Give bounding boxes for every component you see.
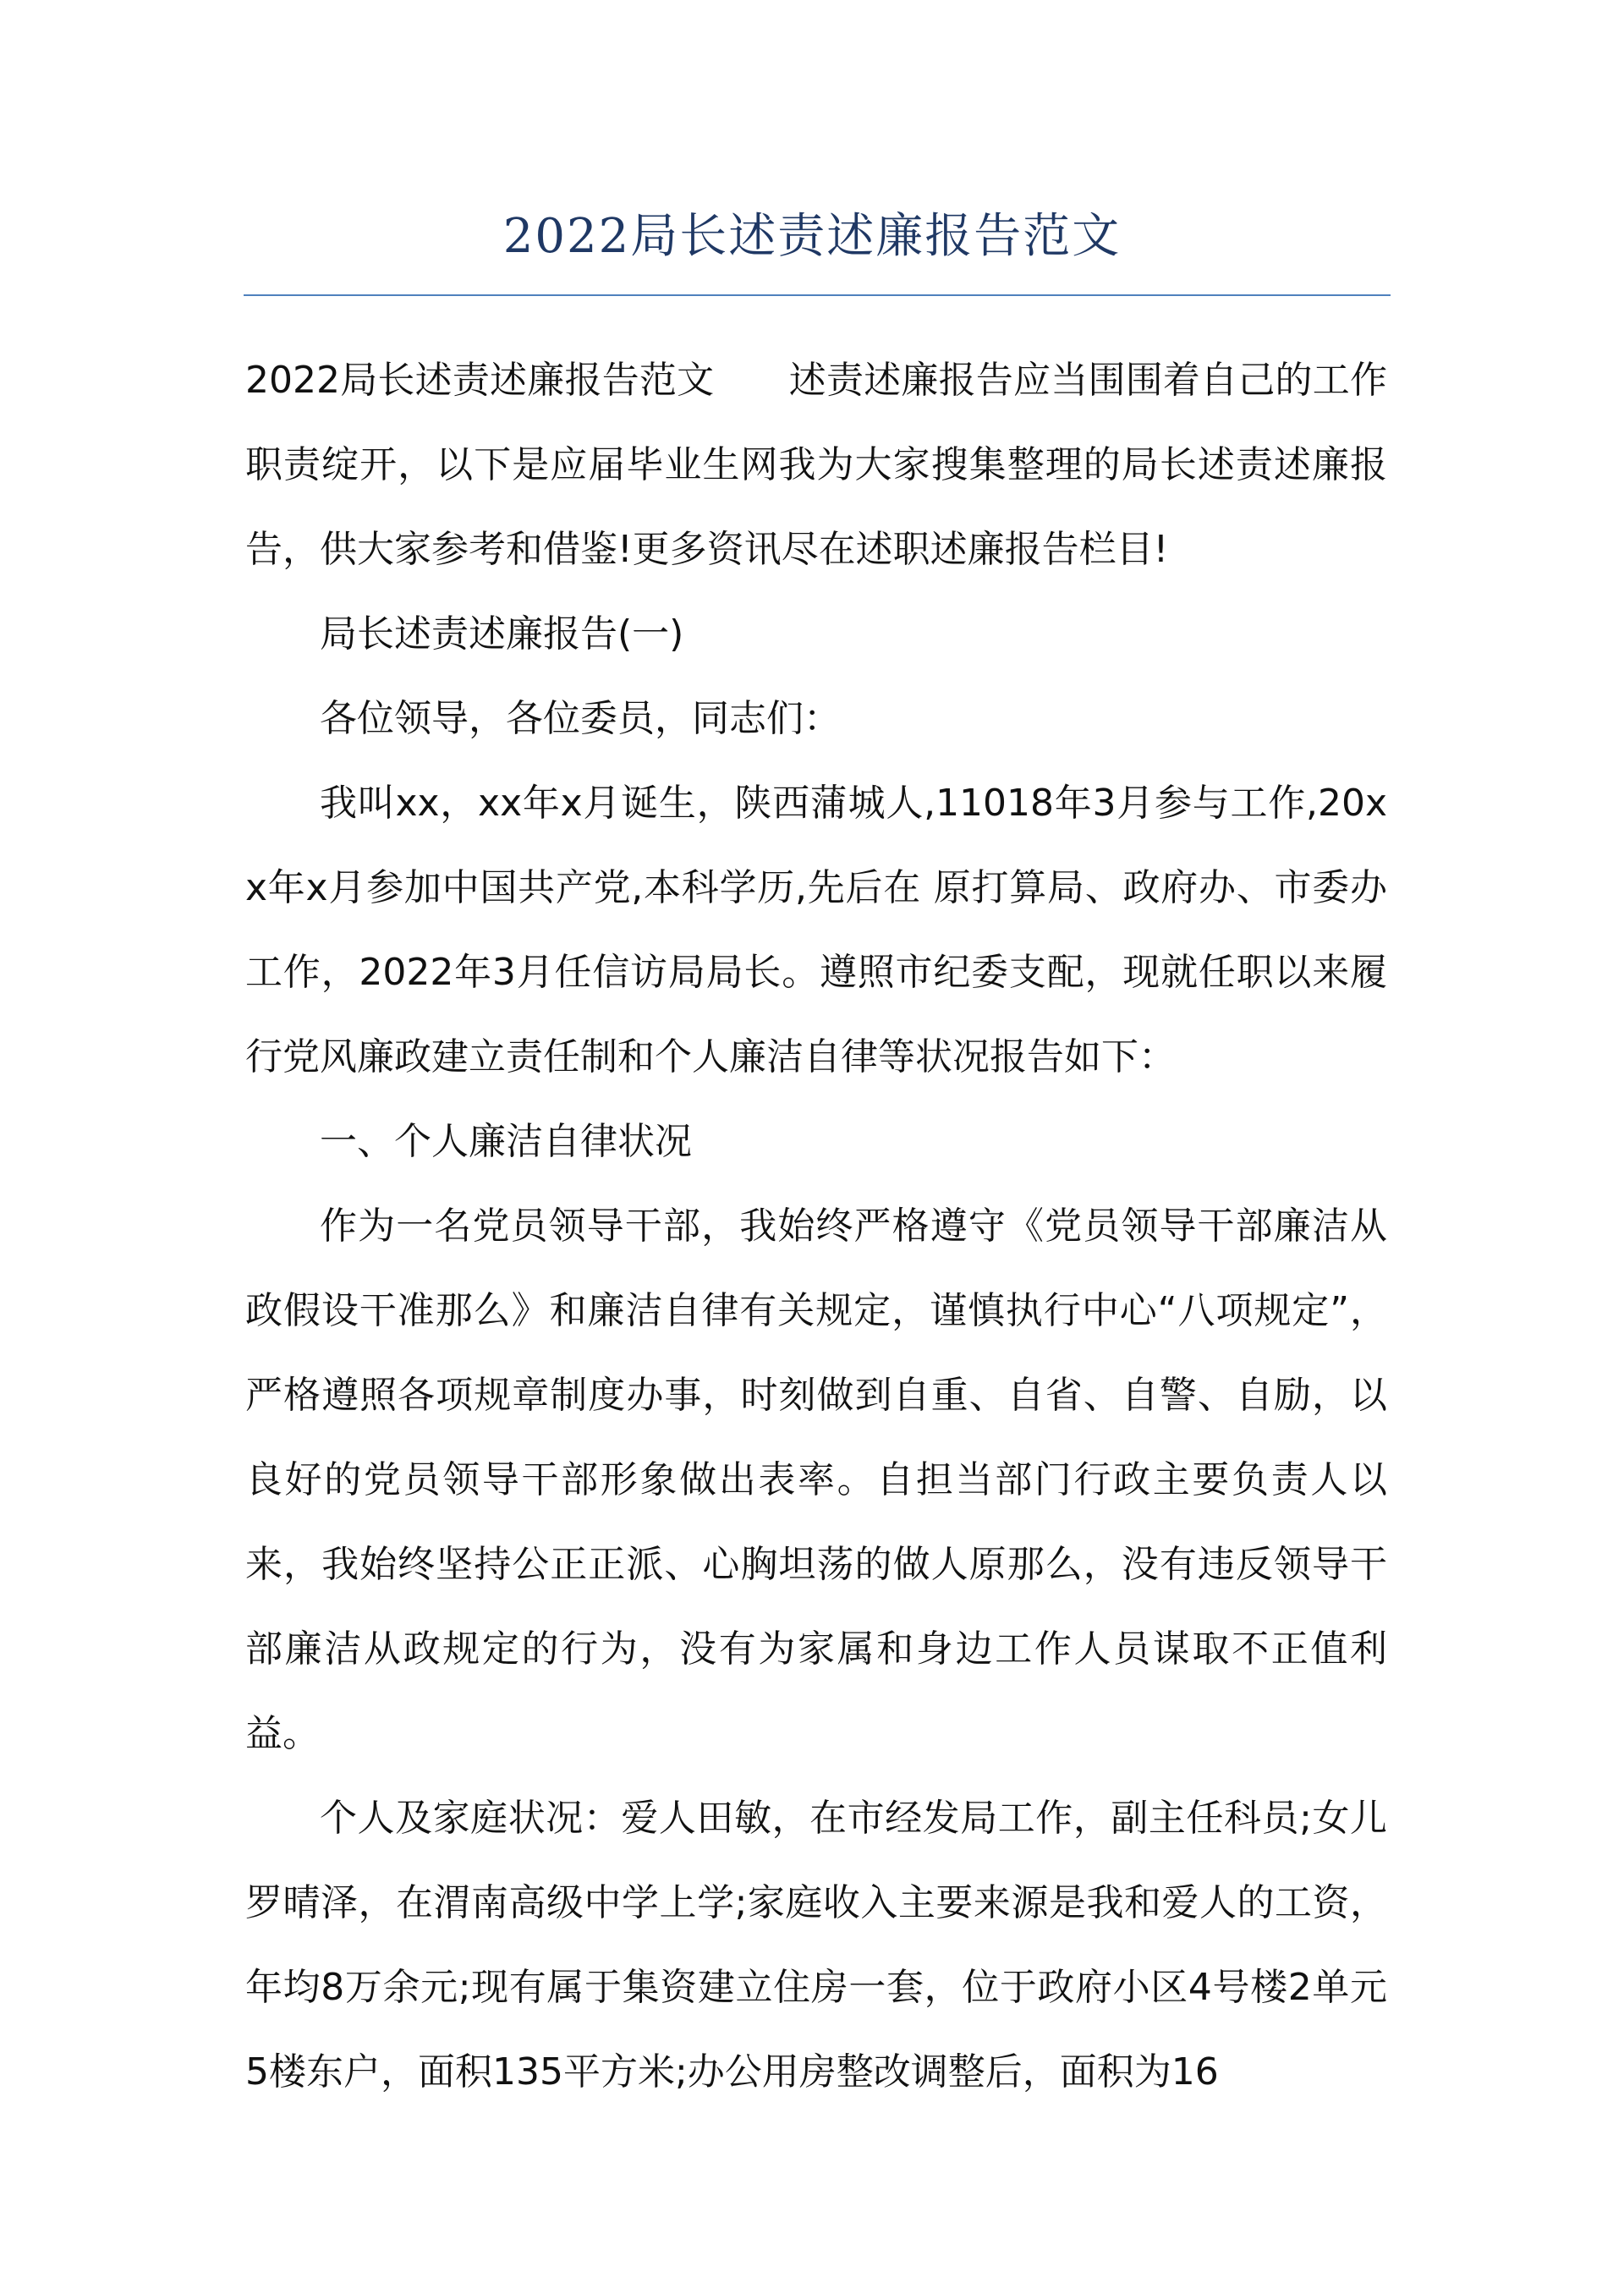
document-body	[245, 338, 1387, 2115]
document-title: 2022局长述责述廉报告范文	[502, 209, 1122, 264]
paragraph: 个人及家庭状况：爱人田敏，在市经发局工作，副主任科员;女儿罗晴泽，在渭南高级中学上学;家庭收入主要来源是我和爱人的工资，年均8万余元;现有属于集资建立住房一套，位于政府小区4号楼2单元5楼东户，面积135平方米;办公用房整改调整后，面积为16	[245, 1797, 1387, 2094]
paragraph: 作为一名党员领导干部，我始终严格遵守《党员领导干部廉洁从政假设干准那么》和廉洁自律有关规定，谨慎执行中心“八项规定”，严格遵照各项规章制度办事，时刻做到自重、自省、自警、自励，以良好的党员领导干部形象做出表率。自担当部门行政主要负责人以来，我始终坚持公正正派、心胸坦荡的做人原那么，没有违反领导干部廉洁从政规定的行为，没有为家属和身边工作人员谋取不正值利益。	[245, 1205, 1387, 1755]
paragraph: 2022局长述责述廉报告范文 述责述廉报告应当围围着自己的工作职责绽开，以下是应届毕业生网我为大家搜集整理的局长述责述廉报告，供大家参考和借鉴!更多资讯尽在述职述廉报告栏目!	[245, 359, 1387, 571]
section-heading: 局长述责述廉报告(一)	[320, 612, 684, 656]
salutation: 各位领导，各位委员，同志们：	[320, 697, 841, 740]
paragraph: 我叫xx，xx年x月诞生，陕西蒲城人,11018年3月参与工作,20xx年x月参加中国共产党,本科学历,先后在 原打算局、政府办、市委办工作，2022年3月任信访局局长。遵照市纪委支配，现就任职以来履行党风廉政建立责任制和个人廉洁自律等状况报告如下：	[245, 782, 1387, 1078]
section-heading: 一、个人廉洁自律状况	[320, 1120, 692, 1163]
title-underline	[244, 294, 1391, 296]
